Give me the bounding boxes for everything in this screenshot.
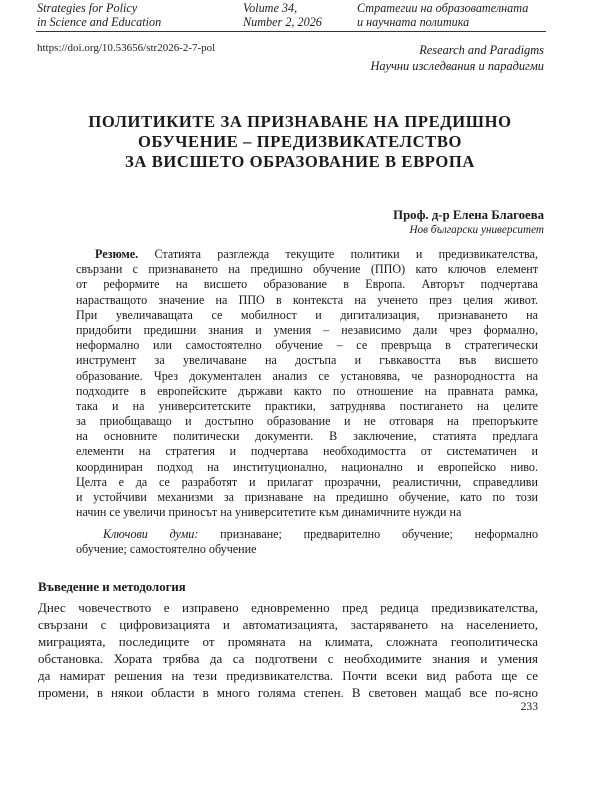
journal-title-bg-line-1: Стратегии на образователната (357, 1, 529, 15)
abstract-label: Резюме. (95, 247, 139, 261)
abstract-line (76, 247, 538, 262)
body-line: промени, в някои области в много голяма степен. В световен мащаб все по-ясно (38, 685, 538, 700)
abstract-line: на основните политически документи. В заключение, статията предлага (76, 429, 538, 444)
section-label-bg: Научни изследвания и парадигми (370, 59, 544, 73)
abstract-line: така и на университетските практики, затруднява постигането на целите (76, 398, 538, 413)
volume-line-1: Volume 34, (243, 1, 298, 15)
body-line: Днес човечеството е изправено едновременно пред редица предизвикателства, (38, 600, 538, 615)
body-line: да намират решения на тези предизвикателства. Почти всеки вид работа ще се (38, 668, 538, 683)
article-title (20, 112, 580, 172)
header-divider (36, 31, 546, 32)
section-heading-introduction: Въведение и методология (38, 580, 186, 594)
journal-title-line-2: in Science and Education (37, 15, 162, 29)
keywords-line (76, 527, 538, 542)
article-title-line: ПОЛИТИКИТЕ ЗА ПРИЗНАВАНЕ НА ПРЕДИШНО (88, 112, 512, 131)
author-block (393, 207, 544, 237)
abstract-line: подходите в европейските държави както по отношение на правната рамка, (76, 383, 538, 398)
journal-title-bg-line-2: и научната политика (357, 15, 470, 29)
doi-link[interactable]: https://doi.org/10.53656/str2026-2-7-pol (37, 42, 216, 54)
abstract-line: начин се увеличи приносът на университетите към динамичните нужди на (76, 505, 462, 520)
journal-title (37, 1, 161, 29)
keywords-line: обучение; самостоятелно обучение (76, 542, 257, 557)
abstract (76, 247, 538, 520)
page-number: 233 (520, 700, 538, 713)
abstract-line: При увеличаващата се мобилност и дигитализация, признаването на (76, 307, 538, 322)
abstract-line: инструмент за увеличаване на достъпа и гъвкавостта във висшето (76, 353, 538, 368)
abstract-line: свързани с признаването на предишно обучение (ППО) като ключов елемент (76, 262, 538, 277)
abstract-first-line-text: Статията разглежда текущите политики и предизвикателства, (138, 247, 538, 261)
author-affiliation: Нов български университет (409, 224, 544, 236)
journal-title-bulgarian (357, 1, 528, 29)
section-label (370, 42, 544, 74)
article-title-line: ОБУЧЕНИЕ – ПРЕДИЗВИКАТЕЛСТВО (137, 132, 463, 151)
abstract-line: Целта е да се разработят и прилагат прозрачни, реалистични, справедливи (76, 474, 538, 489)
keywords-label: Ключови думи: (103, 527, 199, 541)
abstract-line: за приобщаващо и достъпно образование и не отговаря на препоръките (76, 414, 538, 429)
abstract-line: нарастващото значение на ППО в контекста на ученето през целия живот. (76, 292, 538, 307)
abstract-line: координиран подход на институционално, национално и европейско ниво. (76, 459, 538, 474)
author-name: Проф. д-р Елена Благоева (393, 208, 544, 222)
body-line: свързани с цифровизацията и автоматизацията, застаряването на населението, (38, 617, 538, 632)
section-label-en: Research and Paradigms (419, 43, 544, 57)
body-line: миграцията, последиците от промяната на климата, сложната геополитическа (38, 634, 538, 649)
abstract-line: от реформите на висшето образование в Европа. Авторът подчертава (76, 277, 538, 292)
keywords-first-line-text: признаване; предварително обучение; неформално (198, 527, 538, 541)
abstract-line: елементи на стратегия и подчертава необходимостта от систематичен и (76, 444, 538, 459)
abstract-line: образование. Чрез документален анализ се установява, че разнородността на (76, 368, 538, 383)
abstract-line: придобити предишни знания и умения – независимо дали чрез формално, (76, 322, 538, 337)
abstract-line: и устойчиви механизми за признаване на предишно обучение, като по този (76, 490, 538, 504)
journal-title-line-1: Strategies for Policy (37, 1, 138, 15)
volume-line-2: Number 2, 2026 (243, 15, 322, 29)
body-line: обстановка. Хората трябва да са подготвени с необходимите знания и умения (38, 651, 538, 666)
keywords (76, 527, 538, 557)
article-title-line: ЗА ВИСШЕТО ОБРАЗОВАНИЕ В ЕВРОПА (125, 152, 475, 171)
abstract-line: неформално или самостоятелно обучение – се превръща в стратегически (76, 338, 538, 353)
volume-info (243, 1, 322, 29)
introduction-body (38, 599, 538, 701)
